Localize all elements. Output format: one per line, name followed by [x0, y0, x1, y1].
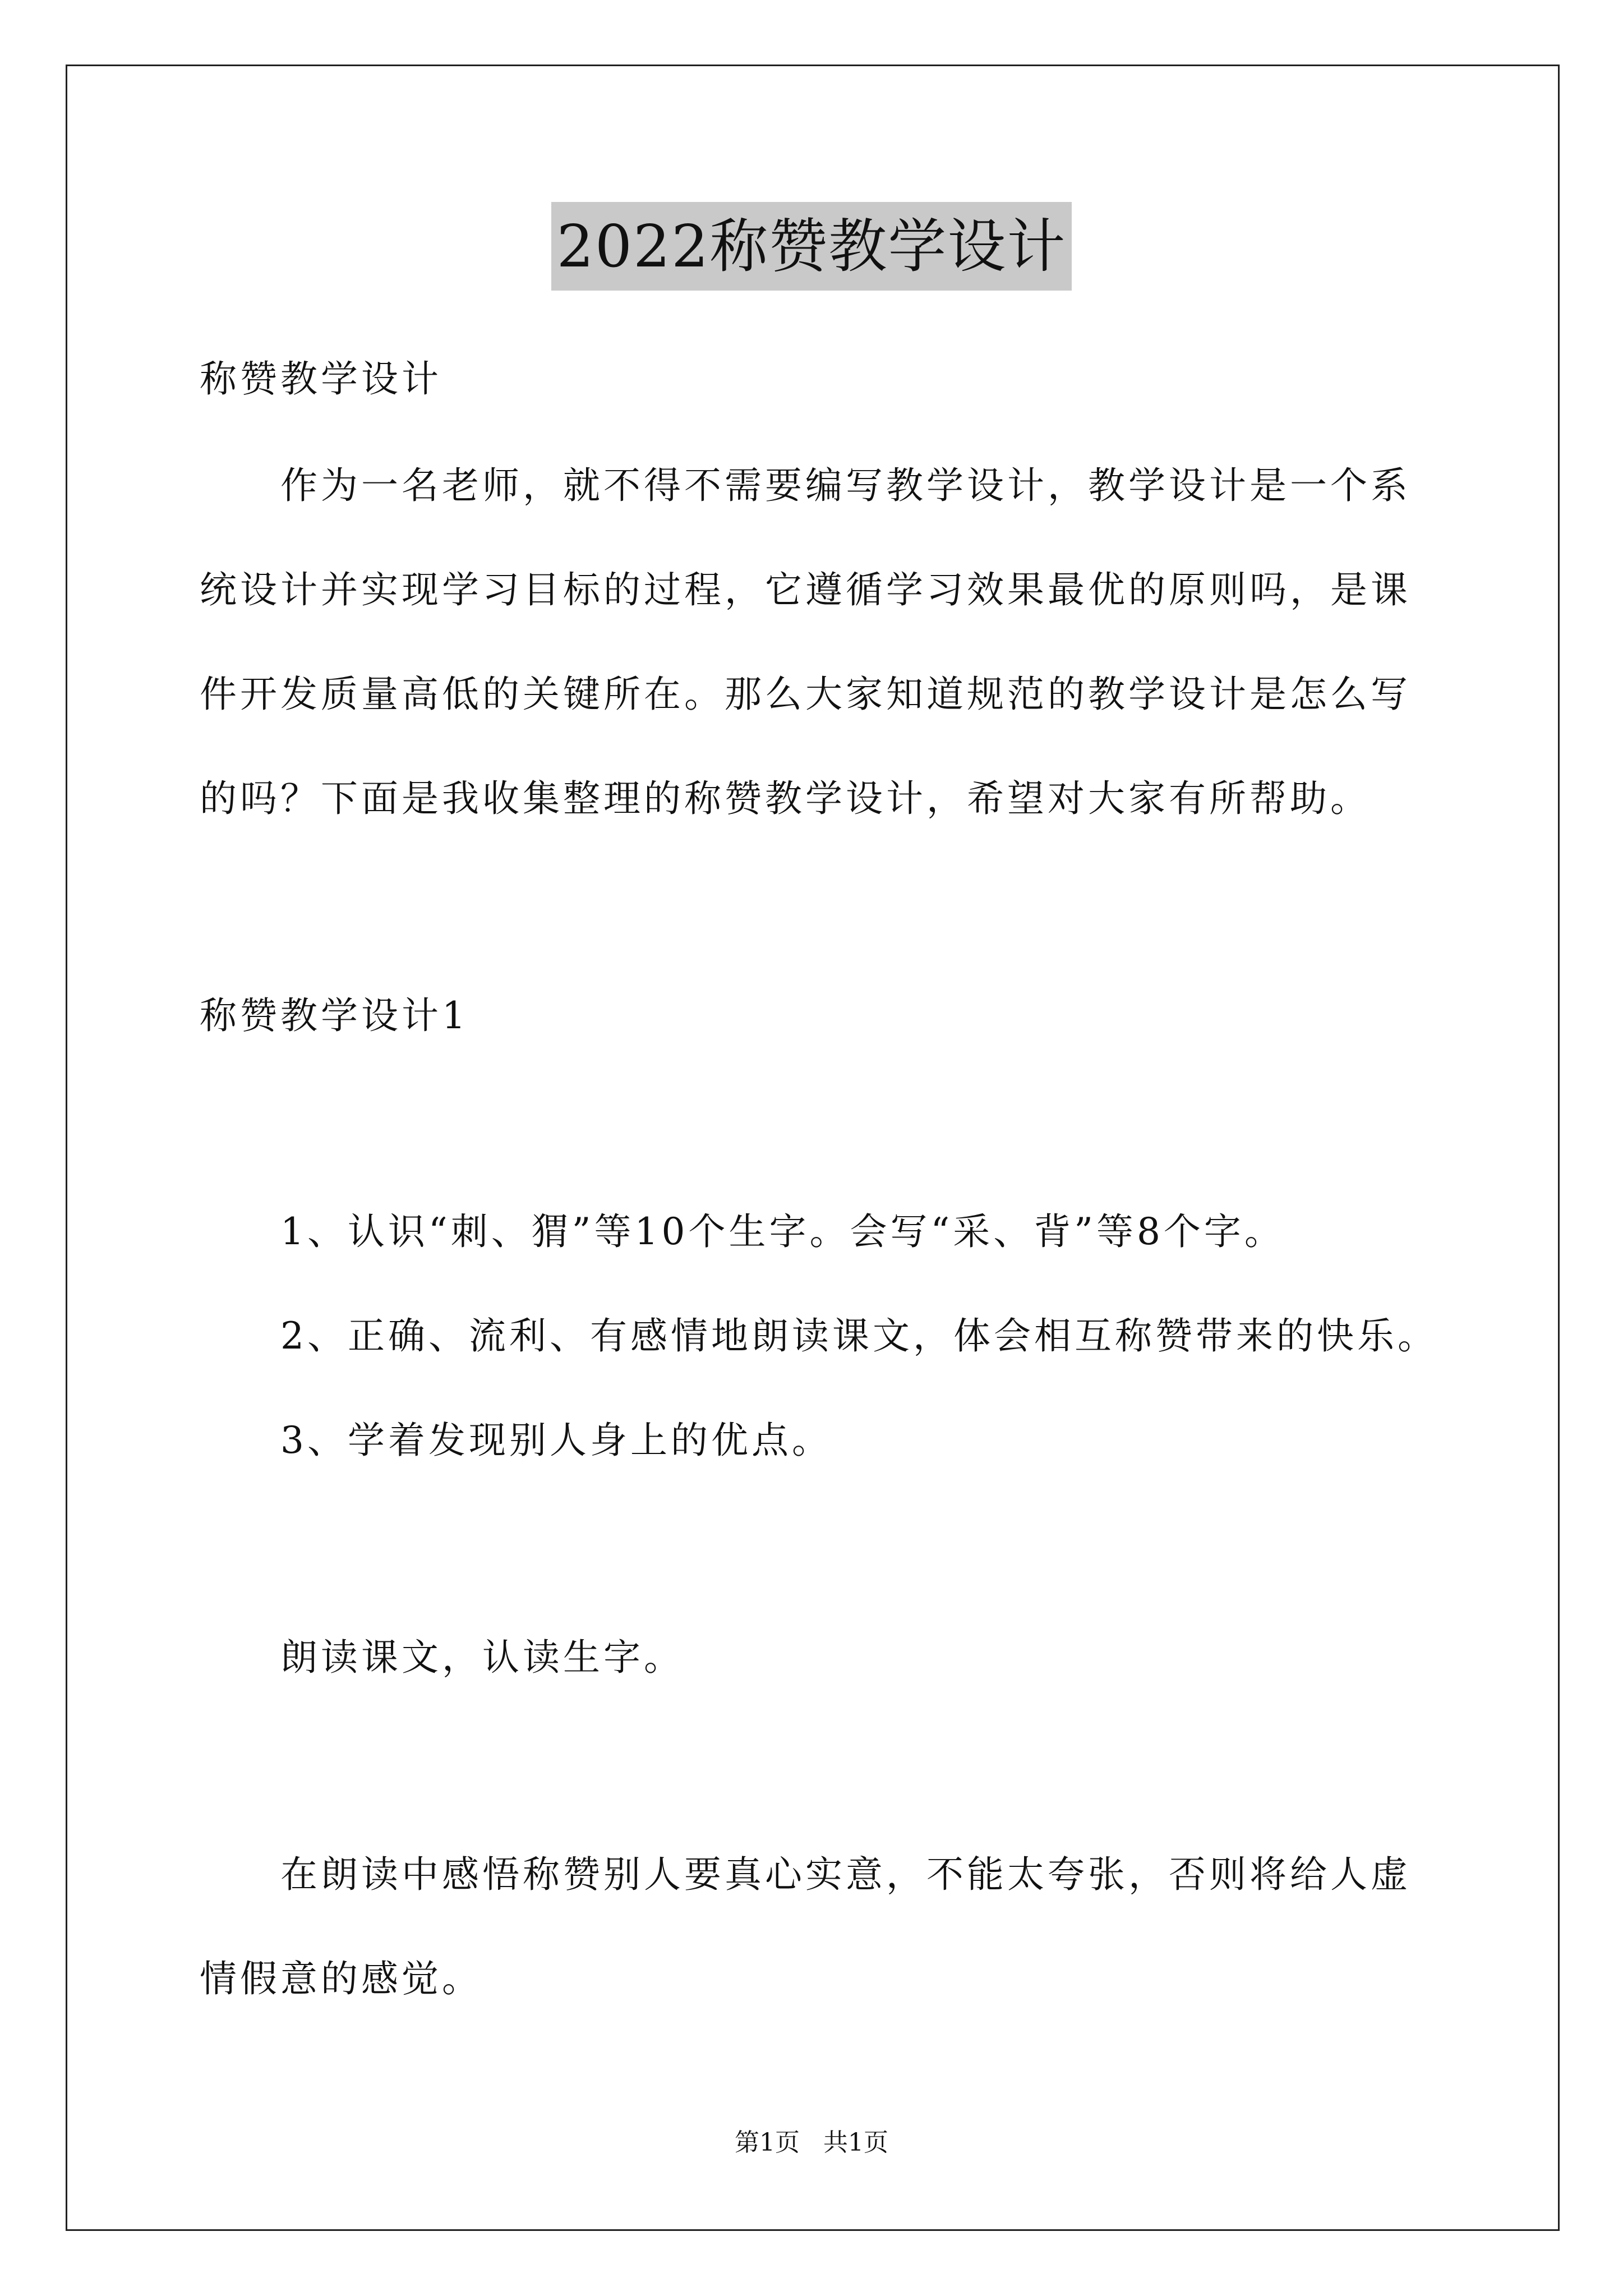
intro-line: 作为一名老师，就不得不需要编写教学设计，教学设计是一个系 — [280, 464, 1411, 507]
section-heading: 称赞教学设计1 — [200, 994, 469, 1037]
intro-line: 统设计并实现学习目标的过程，它遵循学习效果最优的原则吗，是课 — [200, 568, 1411, 611]
intro-line: 件开发质量高低的关键所在。那么大家知道规范的教学设计是怎么写 — [200, 673, 1411, 716]
goal-item: 3、学着发现别人身上的优点。 — [280, 1419, 832, 1462]
goal-item: 1、认识“刺、猬”等10个生字。会写“采、背”等8个字。 — [280, 1210, 1285, 1253]
title-container — [0, 202, 1623, 291]
difficulty-line: 情假意的感觉。 — [200, 1957, 482, 2000]
document-title: 2022称赞教学设计 — [551, 202, 1072, 291]
key-point: 朗读课文，认读生字。 — [280, 1636, 684, 1679]
subtitle: 称赞教学设计 — [200, 357, 442, 401]
page-number-footer: 第1页 共1页 — [735, 2128, 888, 2157]
difficulty-line: 在朗读中感悟称赞别人要真心实意，不能太夸张，否则将给人虚 — [280, 1853, 1411, 1896]
intro-line: 的吗？下面是我收集整理的称赞教学设计，希望对大家有所帮助。 — [200, 777, 1371, 820]
goal-item: 2、正确、流利、有感情地朗读课文，体会相互称赞带来的快乐。 — [280, 1314, 1438, 1358]
